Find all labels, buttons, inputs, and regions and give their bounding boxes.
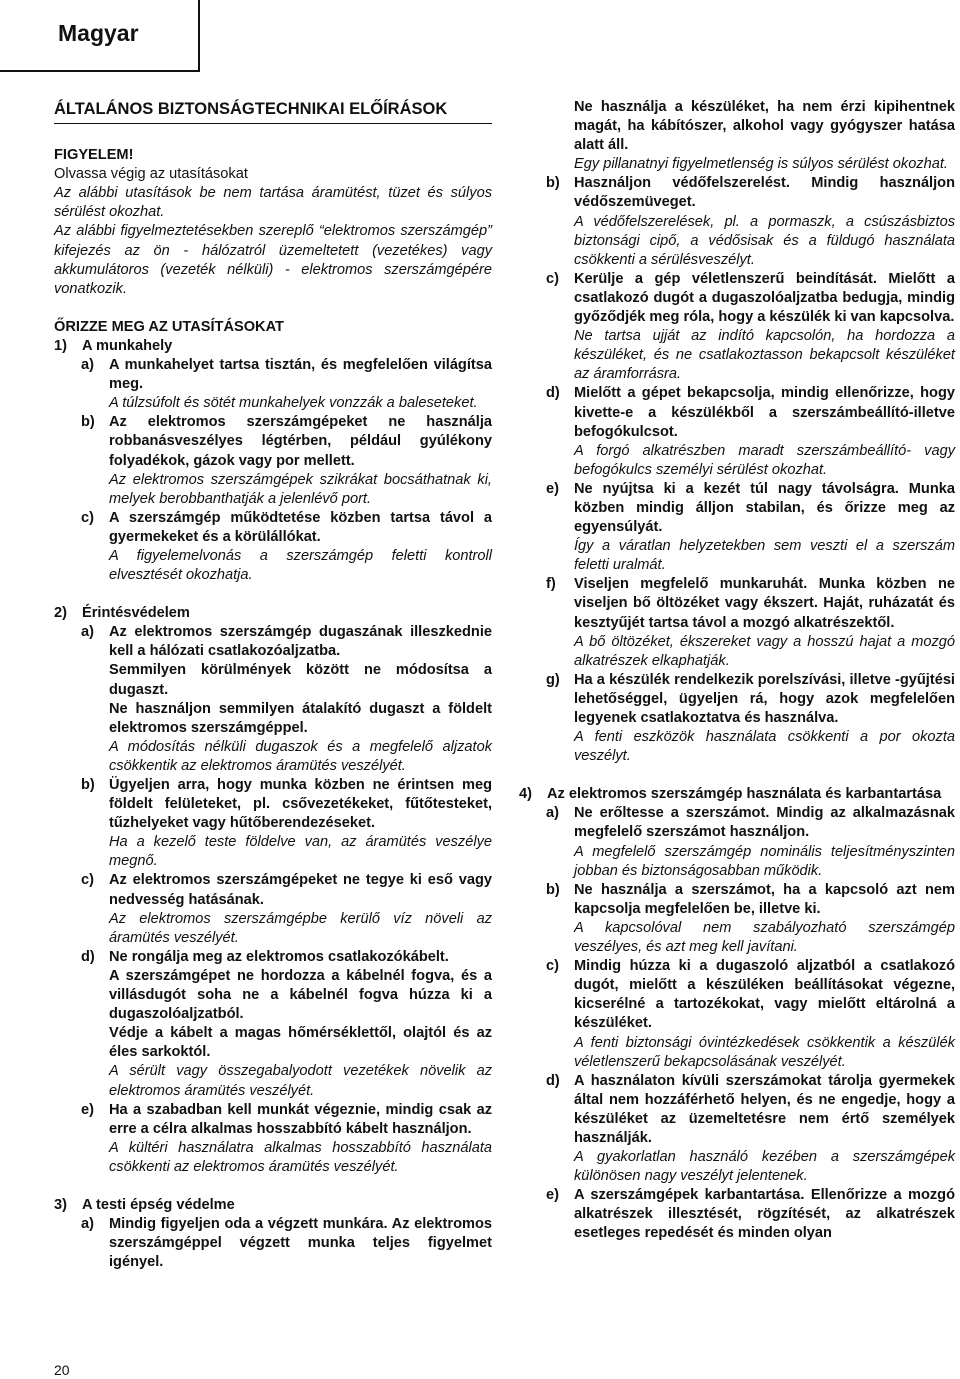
section-4a: a) Ne erőltesse a szerszámot. Mindig az alkalmazásnak megfelelő szerszámot használjon. A megfelelő szerszámgép nominális teljesítményszinten jobban és biztonságosabban működik. xyxy=(546,805,955,879)
section-3b: b) Használjon védőfelszerelést. Mindig használjon védőszemüveget. A védőfelszerelések, pl. a pormaszk, a csúszásbiztos biztonsági cipő, a védősisak és a füldugó használata csökkenti a sérülésveszélyt. xyxy=(546,175,955,268)
intro-text-2: Az alábbi figyelmeztetésekben szereplő “elektromos szerszámgép” kifejezés az ön - hálózatról üzemeltetett (vezetékes) vagy akkumulátoros (vezeték nélküli) - elektromos szerszámgépére vonatkozik. xyxy=(54,223,492,297)
section-4d: d) A használaton kívüli szerszámokat tárolja gyermekek által nem hozzáférhető helyen, és ne engedje, hogy a készüléket az üzemeltetésre nem értő személyek használják. A gyakorlatlan használó kezében a szerszámgépek különösen nagy veszélyt jelentenek. xyxy=(546,1072,955,1185)
warning-heading: FIGYELEM! xyxy=(54,147,134,164)
keep-instructions-heading: ŐRIZZE MEG AZ UTASÍTÁSOKAT xyxy=(54,318,284,335)
section-2-heading: 2) Érintésvédelem xyxy=(54,605,190,622)
section-1-heading: 1) A munkahely xyxy=(54,337,173,354)
section-2d: d) Ne rongálja meg az elektromos csatlakozókábelt. A szerszámgépet ne hordozza a kábelnél fogva, és a villásdugót soha ne a kábelnél fogva húzza ki a dugaszolóaljzatból. Védje a kábelt a magas hőmérséklettől, olajtól és az éles sarkoktól. A sérült vagy összegabalyodott vezetékek növelik az elektromos áramütés veszélyét. xyxy=(81,948,492,1099)
section-4b: b) Ne használja a szerszámot, ha a kapcsoló azt nem kapcsolja megfelelően be, illetve ki. A kapcsolóval nem szabályozható szerszámgép veszélyes, és azt meg kell javítani. xyxy=(546,881,955,956)
section-2b: b) Ügyeljen arra, hogy munka közben ne érintsen meg földelt felületeket, pl. csővezetékeket, fűtőtesteket, tűzhelyeket vagy hűtőberendezéseket. Ha a kezelő teste földelve van, az áramütés veszélye megnő. xyxy=(81,777,492,870)
section-3a: a) Mindig figyeljen oda a végzett munkára. Az elektromos szerszámgéppel végzett munka teljes figyelmet igényel. xyxy=(81,1216,492,1271)
section-3g: g) Ha a készülék rendelkezik porelszívási, illetve -gyűjtési lehetőséggel, ügyeljen rá, hogy azok megfelelően legyenek csatlakoztatva és használva. A fenti eszközök használata csökkenti a por okozta veszélyt. xyxy=(546,671,955,765)
left-column xyxy=(54,100,492,1272)
right-column xyxy=(519,98,955,1244)
section-1a: a) A munkahelyet tartsa tisztán, és megfelelően világítsa meg. A túlzsúfolt és sötét munkahelyek vonzzák a baleseteket. xyxy=(81,357,492,412)
section-3c: c) Kerülje a gép véletlenszerű beindítását. Mielőtt a csatlakozó dugót a dugaszolóaljzatba bedugja, mindig győződjék meg róla, hogy a készülék ki van kapcsolva. Ne tartsa ujját az indító kapcsolón, ha hordozza a készüléket, és ne csatlakoztasson bekapcsolt készüléket az áramforrásra. xyxy=(546,270,955,383)
section-2e: e) Ha a szabadban kell munkát végeznie, mindig csak az erre a célra alkalmas hosszabbító kábelt használjon. A kültéri használatra alkalmas hosszabbító használata csökkenti az elektromos áramütés veszélyét. xyxy=(81,1101,492,1175)
language-tab xyxy=(0,0,200,72)
language-label: Magyar xyxy=(58,20,139,46)
page-title: ÁLTALÁNOS BIZTONSÁGTECHNIKAI ELŐÍRÁSOK xyxy=(54,100,492,124)
section-1b: b) Az elektromos szerszámgépeket ne használja robbanásveszélyes légtérben, például gyúlékony folyadékok, gázok vagy por mellett. Az elektromos szerszámgépek szikrákat bocsáthatnak ki, melyek berobbanthatják a jelenlévő port. xyxy=(81,414,492,507)
section-3f: f) Viseljen megfelelő munkaruhát. Munka közben ne viseljen bő öltözéket vagy ékszert. Haját, ruházatát és kesztyűjét tartsa távol a mozgó alkatrészektől. A bő öltözéket, ékszereket vagy a hosszú hajat a mozgó alkatrészek elkaphatják. xyxy=(546,576,955,669)
intro-text-1: Az alábbi utasítások be nem tartása áramütést, tüzet és súlyos sérülést okozhat. xyxy=(54,185,492,221)
section-4-heading: 4) Az elektromos szerszámgép használata és karbantartása xyxy=(519,786,942,803)
section-2c: c) Az elektromos szerszámgépeket ne tegye ki eső vagy nedvesség hatásának. Az elektromos szerszámgépbe kerülő víz növeli az áramütés veszélyét. xyxy=(81,872,492,946)
section-1c: c) A szerszámgép működtetése közben tartsa távol a gyermekeket és a körülállókat. A figyelemelvonás a szerszámgép feletti kontroll elvesztését okozhatja. xyxy=(81,509,492,584)
section-3-heading: 3) A testi épség védelme xyxy=(54,1196,235,1213)
section-3d: d) Mielőtt a gépet bekapcsolja, mindig ellenőrizze, hogy kivette-e a készülékből a szerszámbeállító-illetve befogókulcsot. A forgó alkatrészben maradt szerszámbeállító- vagy befogókulcs személyi sérülést okozhat. xyxy=(546,385,955,478)
read-all-line: Olvassa végig az utasításokat xyxy=(54,166,248,183)
section-4e: e) A szerszámgépek karbantartása. Ellenőrizze a mozgó alkatrészek illesztését, rögzítését, az alkatrészek esetleges repedését és minden olyan xyxy=(546,1187,955,1242)
section-3e: e) Ne nyújtsa ki a kezét túl nagy távolságra. Munka közben mindig álljon stabilan, és őrizze meg az egyensúlyát. Így a váratlan helyzetekben sem veszti el a szerszám feletti uralmát. xyxy=(546,480,955,574)
section-2a: a) Az elektromos szerszámgép dugaszának illeszkednie kell a hálózati csatlakozóaljzatba. Semmilyen körülmények között ne módosítsa a dugaszt. Ne használjon semmilyen átalakító dugaszt a földelt elektromos szerszámgéppel. A módosítás nélküli dugaszok és a megfelelő aljzatok csökkentik az elektromos áramütés veszélyét. xyxy=(81,624,492,774)
section-4c: c) Mindig húzza ki a dugaszoló aljzatból a csatlakozó dugót, mielőtt a készüléken beállításokat végezne, kicserélné a tartozékokat, vagy mielőtt eltárolná a készüléket. A fenti biztonsági óvintézkedések csökkentik a készülék véletlenszerű bekapcsolásának veszélyét. xyxy=(546,958,955,1070)
page-number: 20 xyxy=(54,1362,70,1378)
section-3a-continued: Ne használja a készüléket, ha nem érzi kipihentnek magát, ha kábítószer, alkohol vagy gyógyszer hatása alatt áll. Egy pillanatnyi figyelmetlenség is súlyos sérülést okozhat. xyxy=(574,99,955,173)
